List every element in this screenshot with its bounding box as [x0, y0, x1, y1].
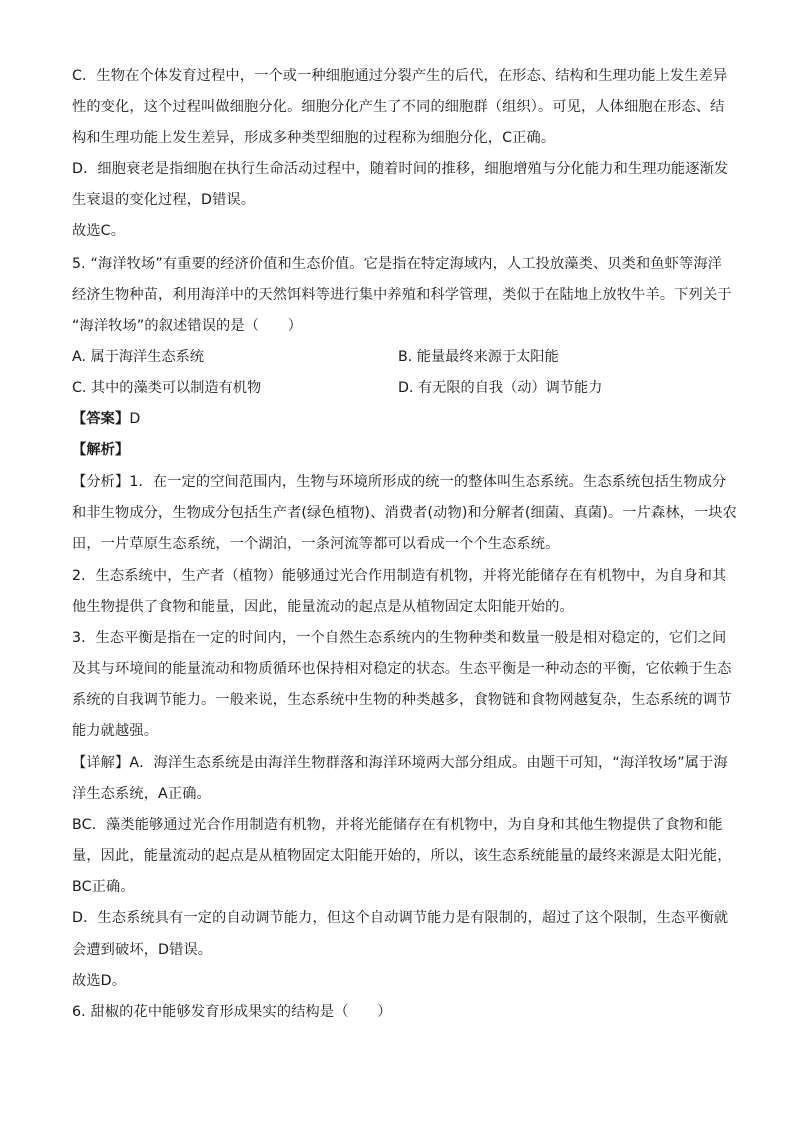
- option-b: B. 能量最终来源于太阳能: [398, 349, 559, 365]
- text-line: 2．生态系统中，生产者（植物）能够通过光合作用制造有机物，并将光能储存在有机物中，为自身和其: [72, 568, 727, 584]
- text-line: 系统的自我调节能力。一般来说，生态系统中生物的种类越多，食物链和食物网越复杂，生态系统的调节: [72, 692, 732, 708]
- text-line: 田，一片草原生态系统，一个湖泊，一条河流等都可以看成一个个生态系统。: [72, 536, 560, 552]
- text-line: D．细胞衰老是指细胞在执行生命活动过程中，随着时间的推移，细胞增殖与分化能力和生理功能逐渐发: [72, 161, 729, 177]
- option-c: C. 其中的藻类可以制造有机物: [72, 380, 262, 396]
- answer-line: [72, 409, 140, 429]
- question-5-line: 5. “海洋牧场”有重要的经济价值和生态价值。它是指在特定海域内，人工投放藻类、贝类和鱼虾等海洋: [72, 256, 723, 272]
- text-line: 故选D。: [72, 973, 127, 989]
- question-5-line: “海洋牧场”的叙述错误的是（ ）: [72, 318, 303, 334]
- option-d: D. 有无限的自我（动）调节能力: [398, 380, 603, 396]
- text-line: 性的变化，这个过程叫做细胞分化。细胞分化产生了不同的细胞群（组织）。可见，人体细胞在形态、结: [72, 99, 725, 115]
- text-line: C．生物在个体发育过程中，一个或一种细胞通过分裂产生的后代，在形态、结构和生理功能上发生差异: [72, 68, 728, 84]
- text-line: 3．生态平衡是指在一定的时间内，一个自然生态系统内的生物种类和数量一般是相对稳定的，它们之间: [72, 630, 727, 646]
- text-line: 能力就越强。: [72, 723, 159, 739]
- text-line: 量，因此，能量流动的起点是从植物固定太阳能开始的，所以，该生态系统能量的最终来源是太阳光能，: [72, 848, 732, 864]
- text-line: 构和生理功能上发生差异，形成多种类型细胞的过程称为细胞分化，C正确。: [72, 130, 556, 146]
- text-line: 会遭到破坏，D错误。: [72, 942, 213, 958]
- text-line: 生衰退的变化过程，D错误。: [72, 192, 256, 208]
- text-line: 他生物提供了食物和能量，因此，能量流动的起点是从植物固定太阳能开始的。: [72, 599, 574, 615]
- text-line: 洋生态系统，A正确。: [72, 786, 211, 802]
- text-line: BC正确。: [72, 879, 135, 895]
- text-line: D．生态系统具有一定的自动调节能力，但这个自动调节能力是有限制的，超过了这个限制，生态平衡就: [72, 910, 729, 926]
- text-line: 【分析】1．在一定的空间范围内，生物与环境所形成的统一的整体叫生态系统。生态系统包括生物成分: [72, 474, 727, 490]
- question-5-line: 经济生物种苗，利用海洋中的天然饵料等进行集中养殖和科学管理，类似于在陆地上放牧牛羊。下列关于: [72, 287, 732, 303]
- text-line: 【详解】A．海洋生态系统是由海洋生物群落和海洋环境两大部分组成。由题干可知，“海洋牧场”属于海: [72, 755, 728, 771]
- text-line: 故选C。: [72, 223, 126, 239]
- text-line: BC．藻类能够通过光合作用制造有机物，并将光能储存在有机物中，为自身和其他生物提供了食物和能: [72, 817, 723, 833]
- analysis-tag: 【解析】: [72, 442, 130, 458]
- answer-tag: 【答案】: [72, 411, 130, 427]
- text-line: 及其与环境间的能量流动和物质循环也保持相对稳定的状态。生态平衡是一种动态的平衡，它依赖于生态: [72, 661, 732, 677]
- option-a: A. 属于海洋生态系统: [72, 349, 204, 365]
- text-line: 和非生物成分，生物成分包括生产者(绿色植物)、消费者(动物)和分解者(细菌、真菌)。一片森林，一块农: [72, 505, 737, 521]
- question-6-line: 6. 甜椒的花中能够发育形成果实的结构是（ ）: [72, 1004, 392, 1020]
- answer-value: D: [129, 411, 141, 427]
